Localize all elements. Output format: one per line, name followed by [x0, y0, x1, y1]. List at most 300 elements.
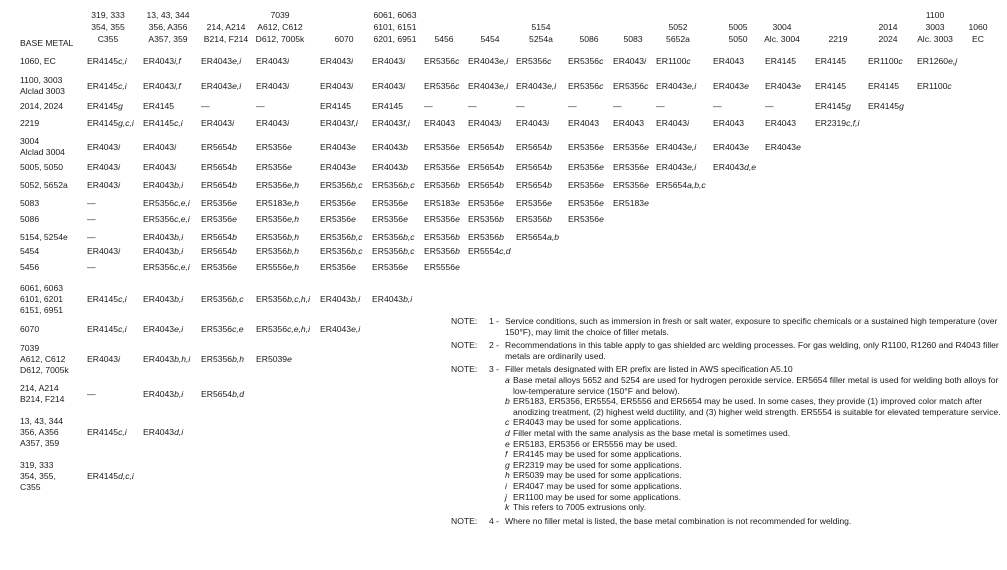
footnote-ref: b [547, 214, 552, 224]
footnote-ref: i [687, 118, 689, 128]
filler-metal: ER4043 [372, 162, 404, 172]
footnote-ref: e,h [287, 198, 300, 208]
table-cell [468, 214, 504, 225]
column-header-line: 5050 [728, 34, 748, 44]
column-header-line: 5005 [728, 22, 748, 32]
filler-metal: ER4145 [87, 471, 119, 481]
table-cell [713, 142, 749, 153]
table-cell [656, 162, 696, 173]
footnote-ref: b,h [232, 354, 245, 364]
note-subitem [505, 481, 1001, 492]
table-cell [613, 118, 644, 129]
filler-metal: ER4043 [713, 162, 745, 172]
table-cell [143, 81, 181, 92]
column-header-line: 1060 [968, 22, 988, 32]
filler-metal: ER5654 [468, 142, 500, 152]
filler-metal: ER5356 [201, 198, 233, 208]
filler-metal: ER4043 [372, 81, 404, 91]
footnote-ref: e,h [287, 214, 300, 224]
table-cell [568, 118, 599, 129]
table-cell [765, 56, 796, 67]
table-cell [815, 101, 851, 112]
filler-metal: ER5356 [256, 142, 288, 152]
filler-metal: ER4043 [201, 81, 233, 91]
table-cell [372, 162, 408, 173]
filler-metal: ER5654 [656, 180, 688, 190]
table-cell [201, 294, 244, 305]
table-cell [256, 198, 299, 209]
row-label [20, 262, 39, 273]
table-cell [256, 246, 299, 257]
table-cell [568, 180, 604, 191]
column-header-line: 5083 [623, 34, 643, 44]
filler-metal: ER5356 [516, 56, 548, 66]
table-cell [468, 198, 504, 209]
footnote-ref: a,b [547, 232, 560, 242]
filler-metal: ER4145 [815, 81, 847, 91]
table-cell [656, 81, 696, 92]
filler-metal: ER4145 [87, 427, 119, 437]
note-2 [451, 340, 1001, 361]
footnote-ref: b,i [174, 294, 184, 304]
footnote-ref: c,i [118, 324, 127, 334]
filler-metal: ER5356 [424, 162, 456, 172]
row-label-line: 2014, 2024 [20, 101, 64, 111]
filler-metal: ER5356 [568, 56, 600, 66]
filler-metal: ER5356 [468, 198, 500, 208]
filler-metal: ER4043 [87, 180, 119, 190]
footnote-ref: e,i [499, 81, 509, 91]
table-cell [87, 118, 134, 129]
table-cell [424, 56, 459, 67]
table-cell [320, 324, 360, 335]
table-cell [372, 118, 410, 129]
table-cell [656, 180, 706, 191]
filler-metal: ER4145 [87, 56, 119, 66]
footnote-ref: c,e,i [174, 214, 190, 224]
table-cell [917, 56, 957, 67]
filler-metal: — [87, 198, 96, 208]
footnote-ref: i [499, 118, 501, 128]
row-label [20, 324, 39, 335]
filler-metal: ER4043 [613, 56, 645, 66]
table-cell [372, 101, 403, 112]
filler-metal: ER4043 [143, 81, 175, 91]
footnote-ref: c,i [118, 81, 127, 91]
table-cell [372, 262, 408, 273]
footnote-ref: i [403, 56, 405, 66]
table-cell [516, 81, 556, 92]
filler-metal: ER4043 [468, 56, 500, 66]
footnote-ref: i [351, 81, 353, 91]
column-header-line: 356, A356 [148, 22, 188, 32]
row-label-line: 6070 [20, 324, 40, 334]
filler-metal: ER4043 [765, 142, 797, 152]
footnote-ref: c [947, 81, 952, 91]
row-label-line: 5083 [20, 198, 40, 208]
table-cell [568, 81, 603, 92]
footnote-text: ER4043 may be used for some applications. [513, 417, 682, 428]
footnote-text: ER4145 may be used for some applications. [513, 449, 682, 460]
table-cell [143, 162, 176, 173]
filler-metal: ER5356 [372, 198, 404, 208]
footnote-ref: b [547, 162, 552, 172]
table-cell [256, 232, 299, 243]
footnote-ref: c,e,i [174, 262, 190, 272]
filler-metal: ER5356 [516, 198, 548, 208]
note-subitem [505, 439, 1001, 450]
table-cell [713, 81, 749, 92]
filler-metal: ER5183 [256, 198, 288, 208]
footnote-ref: b [455, 180, 460, 190]
filler-metal: — [87, 214, 96, 224]
footnote-ref: e [287, 354, 292, 364]
footnote-ref: e [599, 162, 604, 172]
filler-metal: ER5356 [201, 214, 233, 224]
footnote-ref: b [232, 162, 237, 172]
table-cell [201, 324, 244, 335]
footnote-ref: b,c,h,i [287, 294, 310, 304]
footnote-ref: e [351, 262, 356, 272]
filler-metal: ER5356 [256, 214, 288, 224]
footnote-ref: e [644, 198, 649, 208]
filler-metal: ER5654 [516, 180, 548, 190]
filler-metal: ER1100 [868, 56, 899, 66]
filler-metal: ER4043 [143, 427, 175, 437]
table-cell [765, 118, 796, 129]
footnote-ref: c,i [118, 294, 127, 304]
footnote-ref: e [287, 162, 292, 172]
footnote-ref: i [118, 354, 120, 364]
filler-metal: ER5356 [568, 142, 600, 152]
column-header-line: Alc. 3004 [764, 34, 800, 44]
column-header-line: 214, A214 [206, 22, 246, 32]
table-cell [201, 118, 234, 129]
footnote-text: ER4047 may be used for some applications. [513, 480, 682, 491]
footnote-ref: i [118, 246, 120, 256]
footnote-ref: e [599, 214, 604, 224]
footnote-ref: c [644, 81, 649, 91]
footnote-ref: g [846, 101, 851, 111]
table-cell [468, 162, 504, 173]
table-cell [143, 214, 190, 225]
filler-metal: ER5356 [516, 214, 548, 224]
row-label-line: C355 [20, 482, 41, 492]
table-cell [256, 294, 310, 305]
row-label-line: 5454 [20, 246, 40, 256]
column-header-line: 3003 [925, 22, 945, 32]
column-header-line: 5052 [668, 22, 688, 32]
row-label [20, 180, 68, 191]
footnote-ref: c,f,i [846, 118, 860, 128]
footnote-letter: i [505, 480, 507, 491]
filler-metal: ER5356 [568, 81, 600, 91]
footnote-ref: b,h [287, 232, 300, 242]
note-label: NOTE: [451, 340, 478, 351]
footnote-ref: b [455, 246, 460, 256]
footnote-ref: e,i [232, 56, 242, 66]
table-cell [143, 118, 183, 129]
column-header-line: 6201, 6951 [373, 34, 417, 44]
footnote-ref: e [351, 198, 356, 208]
table-cell [87, 214, 96, 225]
table-cell [917, 81, 952, 92]
row-label-line: D612, 7005k [20, 365, 69, 375]
table-cell [656, 101, 665, 112]
table-cell [143, 198, 190, 209]
note-number: 4 - [489, 515, 500, 526]
footnote-ref: e [455, 214, 460, 224]
row-label-line: 1060, EC [20, 56, 56, 66]
footnote-ref: e,j [948, 56, 958, 66]
table-cell [516, 56, 551, 67]
table-cell [320, 81, 353, 92]
filler-metal: ER5356 [372, 232, 404, 242]
row-label-line: 5086 [20, 214, 40, 224]
note-subitem [505, 396, 1001, 417]
filler-metal: ER1260 [917, 56, 949, 66]
footnote-ref: e [232, 214, 237, 224]
filler-metal: ER4043 [143, 354, 175, 364]
filler-metal: ER5356 [372, 262, 404, 272]
footnote-ref: e [403, 214, 408, 224]
filler-metal: ER5356 [613, 81, 645, 91]
filler-metal: ER5654 [201, 142, 233, 152]
filler-metal: ER4145 [320, 101, 352, 111]
table-cell [613, 101, 622, 112]
footnote-ref: c [898, 56, 903, 66]
footnote-ref: e,i [547, 81, 557, 91]
table-cell [320, 162, 356, 173]
footnote-ref: f,i [351, 118, 358, 128]
filler-metal: ER4043 [143, 246, 175, 256]
footnote-ref: b,c [351, 180, 363, 190]
footnote-letter: c [505, 417, 510, 428]
footnote-letter: d [505, 427, 510, 438]
footnote-ref: e [796, 142, 801, 152]
table-cell [201, 180, 237, 191]
table-cell [87, 101, 123, 112]
table-cell [613, 162, 649, 173]
table-cell [468, 246, 511, 257]
footnote-ref: b [499, 180, 504, 190]
table-cell [201, 142, 237, 153]
table-cell [256, 214, 299, 225]
row-label-line: 6101, 6201 [20, 294, 64, 304]
filler-metal: ER4145 [143, 101, 175, 111]
footnote-text: ER2319 may be used for some applications. [513, 459, 682, 470]
filler-metal: ER4043 [143, 56, 175, 66]
filler-metal: ER5356 [372, 246, 404, 256]
filler-metal: ER5356 [424, 81, 456, 91]
filler-metal: ER4145 [87, 81, 119, 91]
filler-metal: ER4145 [87, 101, 119, 111]
note-label: NOTE: [451, 316, 478, 326]
note-subitem [505, 417, 1001, 428]
filler-metal: ER5654 [468, 162, 500, 172]
filler-metal: ER4145 [765, 56, 797, 66]
row-label-line: 6151, 6951 [20, 305, 64, 315]
table-cell [87, 180, 120, 191]
column-header-line: 1100 [925, 10, 945, 20]
row-label-line: 3004 [20, 136, 40, 146]
note-text: Where no filler metal is listed, the base metal combination is not recommended for welding. [505, 515, 852, 526]
note-number: 2 - [489, 340, 500, 351]
filler-metal: ER5356 [143, 214, 175, 224]
table-cell [143, 389, 183, 400]
filler-metal: ER5356 [256, 232, 288, 242]
footnote-ref: e [287, 142, 292, 152]
filler-metal: ER4043 [143, 232, 175, 242]
table-cell [256, 101, 265, 112]
filler-metal: ER4145 [87, 324, 119, 334]
footnote-letter: h [505, 470, 510, 481]
filler-metal: ER5183 [613, 198, 645, 208]
filler-metal: ER4043 [87, 246, 119, 256]
table-cell [320, 262, 356, 273]
column-header-line: 13, 43, 344 [146, 10, 190, 20]
footnote-ref: e [232, 198, 237, 208]
table-cell [468, 180, 504, 191]
filler-metal: ER5356 [613, 180, 645, 190]
footnote-ref: e [599, 142, 604, 152]
row-label-line: 6061, 6063 [20, 283, 64, 293]
footnote-letter: e [505, 438, 510, 449]
table-cell [468, 232, 504, 243]
table-cell [424, 232, 460, 243]
column-header-line: A357, 359 [148, 34, 188, 44]
footnote-ref: e [351, 142, 356, 152]
footnote-ref: c,e,i [174, 198, 190, 208]
row-label-line: 1100, 3003 [20, 75, 63, 85]
table-cell [143, 262, 190, 273]
table-cell [713, 101, 722, 112]
table-cell [568, 56, 603, 67]
footnote-ref: b [499, 214, 504, 224]
footnote-ref: b [403, 142, 408, 152]
table-cell [568, 101, 577, 112]
filler-metal: ER4043 [201, 56, 233, 66]
note-label: NOTE: [451, 364, 478, 375]
notes-section [451, 316, 1001, 529]
footnote-ref: e,h [287, 262, 300, 272]
filler-metal: ER4043 [568, 118, 600, 128]
table-cell [765, 142, 801, 153]
footnote-ref: e [599, 180, 604, 190]
table-cell [516, 162, 552, 173]
footnote-letter: b [505, 396, 510, 407]
footnote-ref: b [232, 232, 237, 242]
footnote-ref: e [403, 198, 408, 208]
filler-metal: ER5356 [424, 214, 456, 224]
table-cell [372, 294, 412, 305]
filler-metal: ER5356 [256, 246, 288, 256]
table-cell [868, 81, 899, 92]
note-subitems [505, 375, 1001, 513]
row-label [20, 118, 39, 129]
filler-metal: ER5356 [613, 162, 645, 172]
row-label [20, 136, 65, 158]
base-metal-header: BASE METAL [20, 38, 74, 48]
table-cell [815, 81, 846, 92]
filler-metal: — [713, 101, 722, 111]
table-cell [613, 180, 649, 191]
filler-metal: ER5039 [256, 354, 288, 364]
row-label-line: 13, 43, 344 [20, 416, 64, 426]
filler-metal: — [87, 389, 96, 399]
table-cell [143, 246, 183, 257]
footnote-ref: i [287, 118, 289, 128]
table-cell [656, 142, 696, 153]
table-cell [516, 118, 549, 129]
filler-metal: ER5356 [256, 294, 288, 304]
footnote-ref: e,i [687, 81, 697, 91]
filler-metal: ER5356 [372, 180, 404, 190]
footnote-text: ER5183, ER5356 or ER5556 may be used. [513, 438, 678, 449]
footnote-ref: e,i [232, 81, 242, 91]
row-label [20, 214, 39, 225]
footnote-ref: i [232, 118, 234, 128]
filler-metal: ER4043 [468, 118, 500, 128]
filler-metal: ER5356 [201, 354, 233, 364]
table-cell [424, 101, 433, 112]
table-cell [424, 180, 460, 191]
filler-metal: ER5356 [568, 198, 600, 208]
footnote-ref: e,i [174, 324, 184, 334]
filler-metal: ER5356 [320, 180, 352, 190]
table-cell [201, 56, 241, 67]
filler-metal: ER5654 [516, 142, 548, 152]
note-text: Filler metals designated with ER prefix are listed in AWS specification A5.10 [505, 364, 793, 375]
table-cell [201, 214, 237, 225]
row-label-line: 356, A356 [20, 427, 59, 437]
note-subitem [505, 470, 1001, 481]
filler-metal: ER4043 [256, 118, 288, 128]
footnote-ref: b,c [351, 232, 363, 242]
footnote-ref: e,h [287, 180, 300, 190]
footnote-ref: b [499, 232, 504, 242]
filler-metal: ER5356 [468, 232, 500, 242]
footnote-ref: i [118, 162, 120, 172]
row-label-line: Alclad 3004 [20, 147, 65, 157]
filler-metal: ER4043 [372, 118, 404, 128]
row-label-line: 354, 355, [20, 471, 56, 481]
footnote-ref: b,h,i [174, 354, 191, 364]
column-header-line: 5154 [531, 22, 551, 32]
column-header-1060 [938, 9, 1007, 45]
row-label-line: Alclad 3003 [20, 86, 65, 96]
table-cell [320, 118, 358, 129]
footnote-ref: e [599, 198, 604, 208]
table-cell [613, 81, 648, 92]
table-cell [87, 142, 120, 153]
table-cell [143, 232, 183, 243]
table-cell [256, 354, 292, 365]
filler-metal: — [424, 101, 433, 111]
filler-metal: ER4043 [613, 118, 645, 128]
column-header-line: 5086 [579, 34, 599, 44]
filler-metal: ER5356 [256, 324, 288, 334]
filler-metal: ER5654 [201, 180, 233, 190]
filler-metal: ER5183 [424, 198, 456, 208]
table-cell [468, 101, 477, 112]
table-cell [372, 56, 405, 67]
row-label-line: A612, C612 [20, 354, 66, 364]
table-cell [516, 180, 552, 191]
table-cell [815, 118, 859, 129]
filler-metal: ER4043 [656, 162, 688, 172]
filler-metal: ER4043 [656, 81, 688, 91]
